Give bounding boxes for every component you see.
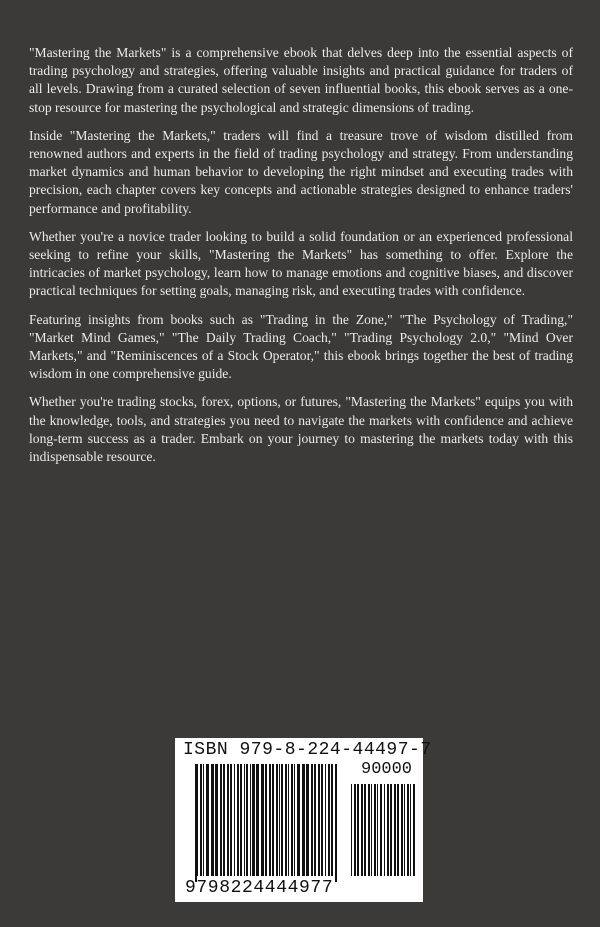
barcode-bar — [281, 764, 283, 876]
barcode-bar — [230, 764, 232, 876]
isbn-barcode — [175, 738, 432, 902]
barcode-bar — [265, 764, 267, 876]
barcode-guard-bar — [335, 764, 337, 882]
barcode-bar — [297, 764, 300, 876]
barcode-bar — [256, 764, 259, 876]
barcode-bar — [291, 764, 293, 876]
barcode-bar — [237, 764, 239, 876]
barcode-bar — [357, 784, 359, 876]
barcode-bar — [250, 764, 251, 876]
barcode-bar — [244, 764, 245, 876]
description-paragraph: Whether you're trading stocks, forex, options, or futures, "Mastering the Markets" equips you with the knowledge, tools, and strategies you need to navigate the markets with confidence and achieve long-term success as a trader. Embark on your journey to mastering the markets today with this indispensable resource. — [29, 394, 573, 465]
barcode-bar — [203, 764, 204, 876]
ean-digits: 9798224444977 — [185, 878, 334, 898]
barcode-bar — [311, 764, 313, 876]
barcode-bar — [374, 784, 376, 876]
price-code: 90000 — [361, 760, 413, 779]
barcode-bar — [215, 764, 218, 876]
barcode-bar — [397, 784, 399, 876]
barcode-bar — [288, 764, 289, 876]
description-paragraph: Featuring insights from books such as "Trading in the Zone," "The Psychology of Trading," "Market Mind Games," "The Daily Trading Coach," "Trading Psychology 2.0," "Mind Over Markets," and "Reminiscences of a Stock Operator," this ebook brings together the best of trading wisdom in one comprehensive guide. — [29, 311, 573, 382]
barcode-bar — [368, 784, 370, 876]
description-paragraph: Whether you're a novice trader looking to build a solid foundation or an experienced professional seeking to refine your skills, "Mastering the Markets" has something to offer. Explore the intricacies of market psychology, learn how to manage emotions and cognitive biases, and discover practical techniques for setting goals, managing risk, and executing trades with confidence. — [29, 228, 573, 299]
barcode-bar — [302, 764, 305, 876]
barcode-bar — [269, 764, 271, 876]
barcode-guard-bar — [195, 764, 197, 882]
barcode-bar — [246, 764, 248, 876]
barcode-bar — [276, 764, 278, 876]
barcode-bar — [331, 764, 333, 876]
barcode-bar — [272, 764, 274, 876]
barcode-bar — [364, 784, 366, 876]
barcode-bar — [211, 764, 214, 876]
barcode-bar — [377, 784, 378, 876]
barcode-bar — [384, 784, 385, 876]
description-paragraph: Inside "Mastering the Markets," traders will find a treasure trove of wisdom distilled from renowned authors and experts in the field of trading psychology and strategy. From understanding market dynamics and human behavior to developing the right mindset and executing trades with precision, each chapter covers key concepts and actionable strategies designed to enhance traders' performance and profitability. — [29, 127, 573, 216]
barcode-bar — [404, 784, 405, 876]
barcode-bar — [394, 784, 396, 876]
barcode-bar — [294, 764, 295, 876]
barcode-bar — [306, 764, 309, 876]
barcode-bar — [223, 764, 225, 876]
barcode-bar — [407, 784, 409, 876]
barcode-bar — [206, 764, 209, 876]
barcode-bar — [387, 784, 389, 876]
barcode-bar — [200, 764, 202, 876]
barcode-bar — [318, 764, 320, 876]
barcode-bar — [410, 784, 411, 876]
barcode-bar — [361, 784, 363, 876]
description-paragraph: "Mastering the Markets" is a comprehensive ebook that delves deep into the essential aspects of trading psychology and strategies, offering valuable insights and practical guidance for traders of all levels. Drawing from a curated selection of seven influential books, this ebook serves as a one-stop resource for mastering the psychological and strategic dimensions of trading. — [29, 45, 573, 115]
barcode-bar — [197, 764, 198, 876]
barcode-bar — [279, 764, 280, 876]
barcode-bar — [285, 764, 287, 876]
barcode-bar — [314, 764, 316, 876]
barcode-bar — [390, 784, 392, 876]
barcode-bar — [227, 764, 229, 876]
barcode-bar — [261, 764, 264, 876]
barcode-bar — [234, 764, 235, 876]
barcode-bar — [354, 784, 356, 876]
barcode-bar — [325, 764, 326, 876]
barcode-bar — [413, 784, 415, 876]
barcode-bar — [252, 764, 255, 876]
back-cover-description — [29, 44, 573, 476]
barcode-bar — [328, 764, 330, 876]
isbn-number: ISBN 979-8-224-44497-7 — [183, 740, 432, 760]
barcode-bar — [351, 784, 352, 876]
barcode-bar — [401, 784, 403, 876]
barcode-bar — [240, 764, 242, 876]
barcode-bar — [380, 784, 382, 876]
barcode-bar — [321, 764, 323, 876]
barcode-bar — [220, 764, 222, 876]
barcode-bar — [371, 784, 372, 876]
